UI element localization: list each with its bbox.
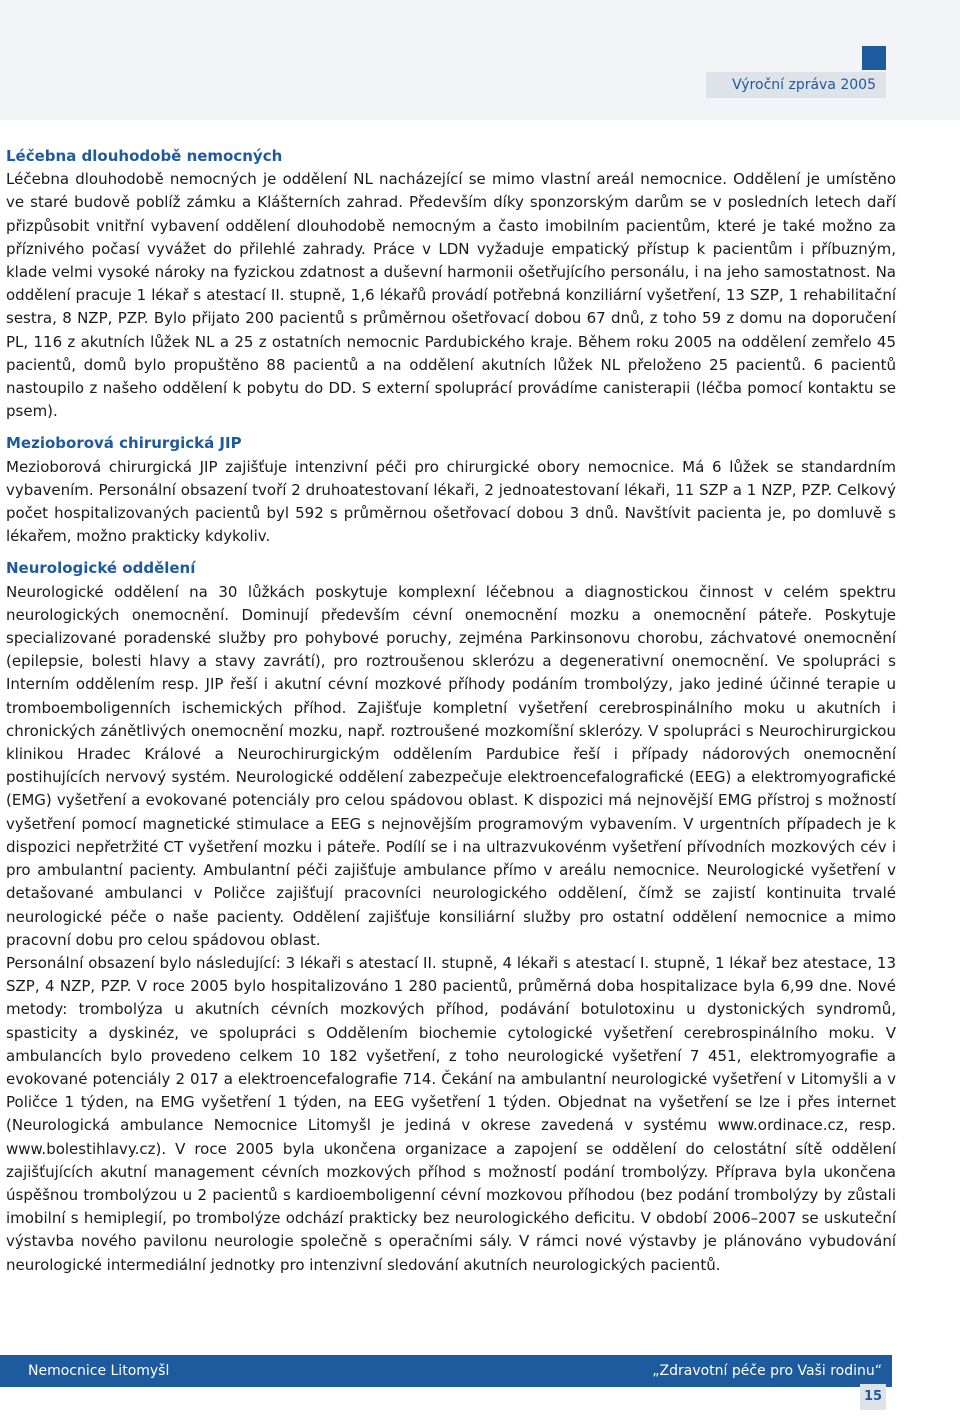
section-paragraph: Léčebna dlouhodobě nemocných je oddělení NL nacházející se mimo vlastní areál nemocnice. Oddělení je umístěno ve staré budově poblíž zámku a Klášterních zahrad. Především díky sponzorským darům se v posledních letech daří přizpůsobit vnitřní vybavení oddělení dlouhodobě nemocným a často imobilním pacientům, které je také možno za příznivého počasí vyvážet do přilehlé zahrady. Práce v LDN vyžaduje empatický přístup k pacientům i příbuzným, klade velmi vysoké nároky na fyzickou zdatnost a duševní harmonii ošetřujícího personálu, i na jeho samostatnost. Na oddělení pracuje 1 lékař s atestací II. stupně, 1,6 lékařů provádí potřebná konziliární vyšetření, 13 SZP, 1 rehabilitační sestra, 8 NZP, PZP. Bylo přijato 200 pacientů s průměrnou ošetřovací dobou 67 dnů, z toho 59 z domu na doporučení PL, 116 z akutních lůžek NL a 25 z ostatních nemocnic Pardubického kraje. Během roku 2005 na oddělení zemřelo 45 pacientů, domů bylo propuštěno 88 pacientů a na oddělení akutních lůžek NL přeloženo 25 pacientů. 6 pacientů nastoupilo z našeho oddělení k pobytu do DD. S externí spoluprácí provádíme canisterapii (léčba pomocí kontaktu se psem).: [6, 170, 896, 421]
footer-hospital-name: Nemocnice Litomyšl: [28, 1363, 170, 1379]
section-heading: Neurologické oddělení: [6, 559, 196, 578]
footer-slogan: „Zdravotní péče pro Vaši rodinu“: [652, 1363, 882, 1379]
section-jip: [6, 432, 896, 548]
section-ldn: [6, 145, 896, 423]
section-heading: Léčebna dlouhodobě nemocných: [6, 147, 283, 165]
header-accent-square: [862, 46, 886, 70]
section-paragraph: Mezioborová chirurgická JIP zajišťuje intenzivní péči pro chirurgické obory nemocnice. Má 6 lůžek se standardním vybavením. Personální obsazení tvoří 2 druhoatestovaní lékaři, 2 jednoatestovaní lékaři, 11 SZP a 1 NZP, PZP. Celkový počet hospitalizovaných pacientů byl 592 s průměrnou ošetřovací dobou 3 dnů. Navštívit pacienta je, po domluvě s lékařem, možno prakticky kdykoliv.: [6, 457, 896, 546]
section-paragraph: Personální obsazení bylo následující: 3 lékaři s atestací II. stupně, 4 lékaři s atestací I. stupně, 1 lékař bez atestace, 13 SZP, 4 NZP, PZP. V roce 2005 bylo hospitalizováno 1 280 pacientů, průměrná doba hospitalizace byla 6,99 dne. Nové metody: trombolýza u akutních cévních mozkových příhod, podávání botulotoxinu u dystonických syndromů, spasticity a dyskinéz, ve spolupráci s Oddělením biochemie cytologické vyšetření cerebrospinálního moku. V ambulancích bylo provedeno celkem 10 182 vyšetření, z toho neurologické vyšetření 7 451, elektromyografie a evokované potenciály 2 017 a elektroencefalografie 714. Čekání na ambulantní neurologické vyšetření v Litomyšli a v Poličce 1 týden, na EMG vyšetření 1 týden, na EEG vyšetření 1 týden. Objednat na vyšetření se lze i přes internet (Neurologická ambulance Nemocnice Litomyšl je jediná v okrese zavedená v systému www.ordinace.cz, resp. www.bolestihlavy.cz). V roce 2005 byla ukončena organizace a zapojení se oddělení do celostátní sítě oddělení zajišťujících akutní management cévních mozkových příhod s možností podání trombolýzy. Příprava byla ukončena úspěšnou trombolýzou u 2 pacientů s kardioemboligenní cévní mozkovou příhodou (bez podání trombolýzy by zůstali imobilní s hemiplegií, po trombolýze odchází prakticky bez neurologického deficitu. V období 2006–2007 se uskuteční výstavba nového pavilonu neurologie společně s operačními sály. V rámci nové výstavby je plánováno vybudování neurologické intermediální jednotky pro intenzivní sledování akutních neurologických pacientů.: [6, 953, 896, 1274]
report-title-tag: Výroční zpráva 2005: [706, 72, 886, 98]
page-number: 15: [860, 1384, 886, 1410]
main-content: [6, 145, 896, 1286]
section-paragraph: Neurologické oddělení na 30 lůžkách poskytuje komplexní léčebnou a diagnostickou činnost v celém spektru neurologických onemocnění. Dominují především cévní onemocnění mozku a onemocnění páteře. Poskytuje specializované poradenské služby pro pohybové poruchy, zejména Parkinsonovu chorobu, záchvatové onemocnění (epilepsie, bolesti hlavy a stavy zavrátí), pro roztroušenou sklerózu a degenerativní onemocnění. Ve spolupráci s Interním oddělením resp. JIP řeší i akutní cévní mozkové příhody podáním trombolýzy, jako jediné účinné terapie u tromboemboligenních ischemických příhod. Zajišťuje kompletní vyšetření cerebrospinálního moku u akutních i chronických zánětlivých onemocnění mozku, např. roztroušené mozkomíšní sklerózy. V spolupráci s Neurochirurgickou klinikou Hradec Králové a Neurochirurgickým oddělením Pardubice řeší i případy nádorových onemocnění postihujících nervový systém. Neurologické oddělení zabezpečuje elektroencefalografické (EEG) a elektromyografické (EMG) vyšetření a evokované potenciály pro celou spádovou oblast. K dispozici má nejnovější EMG přístroj s možností vyšetření pomocí magnetické stimulace a EEG s nejnovějším programovým vybavením. V urgentních případech je k dispozici nepřetržité CT vyšetření mozku i páteře. Podílí se i na ultrazvukovénm vyšetření přívodních mozkových cév i pro ambulantní pacienty. Ambulantní péči zajišťuje ambulance přímo v areálu nemocnice. Neurologické vyšetření v detašované ambulanci v Poličce zajišťují pracovníci neurologického oddělení, čímž se zajistí kontinuita trvalé neurologické péče o naše pacienty. Oddělení zajišťuje konsiliární služby pro ostatní oddělení nemocnice a mimo pracovní dobu pro celou spádovou oblast.: [6, 582, 896, 949]
top-band: [0, 0, 960, 120]
footer-bar: [0, 1355, 892, 1387]
section-heading: Mezioborová chirurgická JIP: [6, 434, 242, 453]
section-neurology: [6, 557, 896, 1276]
